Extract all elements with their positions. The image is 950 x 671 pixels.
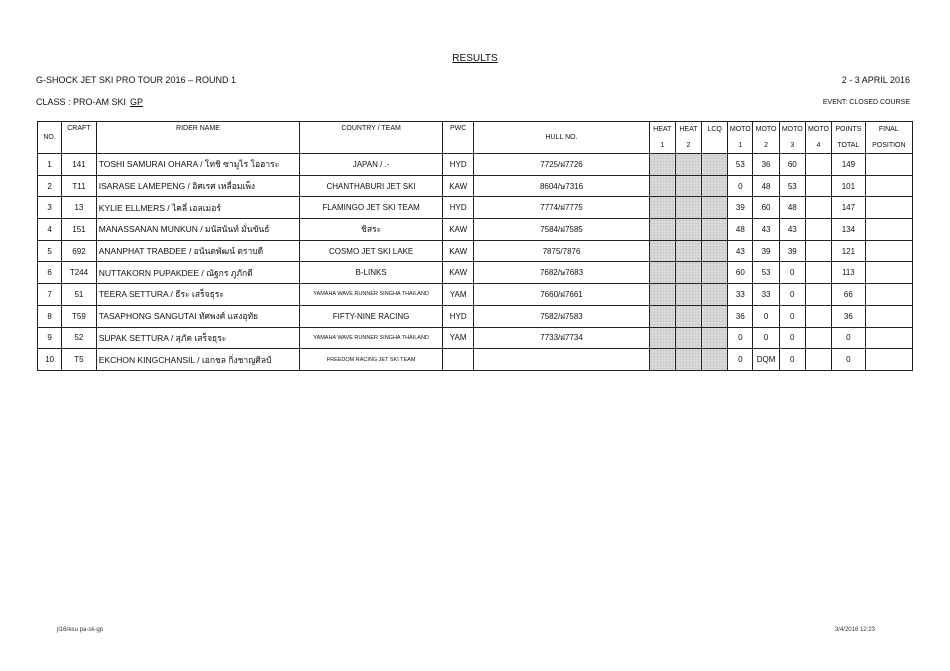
col-craft-header: CRAFT bbox=[62, 122, 97, 154]
col-final-sub: POSITION bbox=[865, 138, 912, 154]
cell-team: COSMO JET SKI LAKE bbox=[300, 240, 443, 262]
cell-rider: KYLIE ELLMERS / ไคลี่ เอลเมอร์ bbox=[96, 197, 300, 219]
cell-rider: TEERA SETTURA / ธีระ เสร็จธุระ bbox=[96, 284, 300, 306]
cell-points-total: 0 bbox=[832, 349, 866, 371]
cell-no: 7 bbox=[38, 284, 62, 306]
event-date: 2 - 3 APRIL 2016 bbox=[841, 75, 910, 85]
cell-pwc bbox=[442, 349, 473, 371]
cell-moto2: DQM bbox=[753, 349, 779, 371]
cell-final-position bbox=[865, 154, 912, 176]
cell-final-position bbox=[865, 240, 912, 262]
cell-heat1 bbox=[649, 197, 675, 219]
cell-no: 5 bbox=[38, 240, 62, 262]
cell-lcq bbox=[702, 327, 728, 349]
cell-team: B-LINKS bbox=[300, 262, 443, 284]
cell-heat1 bbox=[649, 240, 675, 262]
cell-heat2 bbox=[675, 305, 701, 327]
page-title: RESULTS bbox=[452, 53, 498, 64]
cell-no: 4 bbox=[38, 219, 62, 241]
cell-heat1 bbox=[649, 349, 675, 371]
cell-moto2: 0 bbox=[753, 327, 779, 349]
cell-moto4 bbox=[805, 327, 831, 349]
cell-lcq bbox=[702, 154, 728, 176]
cell-no: 6 bbox=[38, 262, 62, 284]
cell-lcq bbox=[702, 305, 728, 327]
cell-moto3: 48 bbox=[779, 197, 805, 219]
cell-moto3: 0 bbox=[779, 284, 805, 306]
cell-moto1: 43 bbox=[728, 240, 753, 262]
col-moto3-header: MOTO bbox=[779, 122, 805, 138]
cell-craft: T244 bbox=[62, 262, 97, 284]
cell-moto2: 48 bbox=[753, 175, 779, 197]
cell-no: 1 bbox=[38, 154, 62, 176]
cell-moto1: 48 bbox=[728, 219, 753, 241]
cell-final-position bbox=[865, 175, 912, 197]
col-heat1-header: HEAT bbox=[649, 122, 675, 138]
col-moto2-header: MOTO bbox=[753, 122, 779, 138]
col-final-header: FINAL bbox=[865, 122, 912, 138]
cell-moto1: 0 bbox=[728, 327, 753, 349]
cell-heat1 bbox=[649, 284, 675, 306]
cell-heat2 bbox=[675, 240, 701, 262]
cell-moto2: 43 bbox=[753, 219, 779, 241]
cell-lcq bbox=[702, 219, 728, 241]
cell-heat2 bbox=[675, 284, 701, 306]
table-row bbox=[38, 262, 913, 284]
cell-hull: 7582/ฝ7583 bbox=[474, 305, 649, 327]
cell-moto3: 0 bbox=[779, 349, 805, 371]
cell-moto3: 39 bbox=[779, 240, 805, 262]
cell-rider: TOSHI SAMURAI OHARA / โทชิ ซามูไร โอฮาระ bbox=[96, 154, 300, 176]
col-lcq-header: LCQ bbox=[702, 122, 728, 138]
cell-points-total: 101 bbox=[832, 175, 866, 197]
col-pwc-header: PWC bbox=[442, 122, 473, 154]
cell-team: CHANTHABURI JET SKI bbox=[300, 175, 443, 197]
cell-heat2 bbox=[675, 262, 701, 284]
cell-heat2 bbox=[675, 349, 701, 371]
footer-file-ref: jl16resu pa-sk-gp bbox=[57, 627, 104, 633]
cell-rider: EKCHON KINGCHANSIL / เอกชล กิ่งชาญศิลป์ bbox=[96, 349, 300, 371]
cell-points-total: 121 bbox=[832, 240, 866, 262]
cell-craft: 151 bbox=[62, 219, 97, 241]
cell-points-total: 134 bbox=[832, 219, 866, 241]
col-points-sub: TOTAL bbox=[832, 138, 866, 154]
col-heat2-header: HEAT bbox=[675, 122, 701, 138]
cell-craft: T11 bbox=[62, 175, 97, 197]
cell-hull: 7584/ฝ7585 bbox=[474, 219, 649, 241]
class-label: CLASS : PRO-AM SKI bbox=[36, 97, 127, 107]
cell-moto4 bbox=[805, 284, 831, 306]
col-moto4-sub: 4 bbox=[805, 138, 831, 154]
cell-heat1 bbox=[649, 154, 675, 176]
cell-moto4 bbox=[805, 154, 831, 176]
table-row bbox=[38, 284, 913, 306]
cell-hull: 8604/ษ7316 bbox=[474, 175, 649, 197]
cell-moto2: 53 bbox=[753, 262, 779, 284]
cell-lcq bbox=[702, 175, 728, 197]
cell-final-position bbox=[865, 197, 912, 219]
cell-team: YAMAHA WAVE RUNNER SINGHA THAILAND bbox=[300, 327, 443, 349]
cell-hull bbox=[474, 349, 649, 371]
cell-pwc: HYD bbox=[442, 197, 473, 219]
cell-points-total: 66 bbox=[832, 284, 866, 306]
cell-team: FLAMINGO JET SKI TEAM bbox=[300, 197, 443, 219]
cell-lcq bbox=[702, 284, 728, 306]
cell-pwc: HYD bbox=[442, 305, 473, 327]
cell-pwc: YAM bbox=[442, 327, 473, 349]
cell-craft: 52 bbox=[62, 327, 97, 349]
col-moto3-sub: 3 bbox=[779, 138, 805, 154]
cell-hull: 7725/ฝ7726 bbox=[474, 154, 649, 176]
col-moto1-sub: 1 bbox=[728, 138, 753, 154]
cell-craft: 141 bbox=[62, 154, 97, 176]
cell-hull: 7660/ฝ7661 bbox=[474, 284, 649, 306]
cell-heat2 bbox=[675, 327, 701, 349]
footer-timestamp: 3/4/2016 12:23 bbox=[834, 627, 875, 633]
cell-moto1: 39 bbox=[728, 197, 753, 219]
cell-points-total: 36 bbox=[832, 305, 866, 327]
cell-heat1 bbox=[649, 305, 675, 327]
cell-rider: NUTTAKORN PUPAKDEE / ณัฐกร ภูภักดี bbox=[96, 262, 300, 284]
cell-points-total: 149 bbox=[832, 154, 866, 176]
cell-moto4 bbox=[805, 175, 831, 197]
cell-pwc: KAW bbox=[442, 240, 473, 262]
cell-craft: 13 bbox=[62, 197, 97, 219]
class-value: GP bbox=[130, 97, 144, 107]
cell-moto3: 53 bbox=[779, 175, 805, 197]
cell-craft: 692 bbox=[62, 240, 97, 262]
cell-pwc: KAW bbox=[442, 219, 473, 241]
cell-moto1: 33 bbox=[728, 284, 753, 306]
cell-pwc: KAW bbox=[442, 262, 473, 284]
cell-moto1: 36 bbox=[728, 305, 753, 327]
cell-final-position bbox=[865, 219, 912, 241]
table-row bbox=[38, 154, 913, 176]
event-type: EVENT: CLOSED COURSE bbox=[822, 99, 910, 106]
cell-rider: MANASSANAN MUNKUN / มนัสนันท์ มั่นขันธ์ bbox=[96, 219, 300, 241]
table-row bbox=[38, 219, 913, 241]
cell-points-total: 113 bbox=[832, 262, 866, 284]
cell-lcq bbox=[702, 240, 728, 262]
cell-rider: ANANPHAT TRABDEE / อนันตพัฒน์ ตราบดี bbox=[96, 240, 300, 262]
col-hull-header: HULL NO. bbox=[474, 122, 649, 154]
cell-team: ชิสระ bbox=[300, 219, 443, 241]
cell-heat1 bbox=[649, 262, 675, 284]
cell-team: FIFTY-NINE RACING bbox=[300, 305, 443, 327]
cell-lcq bbox=[702, 262, 728, 284]
cell-hull: 7774/ฝ7775 bbox=[474, 197, 649, 219]
cell-rider: TASAPHONG SANGUTAI ทัศพงศ์ แสงอุทัย bbox=[96, 305, 300, 327]
col-moto2-sub: 2 bbox=[753, 138, 779, 154]
table-row bbox=[38, 240, 913, 262]
col-points-header: POINTS bbox=[832, 122, 866, 138]
cell-no: 2 bbox=[38, 175, 62, 197]
col-lcq-sub bbox=[702, 138, 728, 154]
cell-no: 3 bbox=[38, 197, 62, 219]
cell-moto2: 33 bbox=[753, 284, 779, 306]
cell-final-position bbox=[865, 349, 912, 371]
event-name: G-SHOCK JET SKI PRO TOUR 2016 – ROUND 1 bbox=[36, 75, 237, 85]
cell-moto2: 60 bbox=[753, 197, 779, 219]
cell-hull: 7682/ษ7683 bbox=[474, 262, 649, 284]
cell-hull: 7875/7876 bbox=[474, 240, 649, 262]
cell-moto1: 53 bbox=[728, 154, 753, 176]
cell-lcq bbox=[702, 197, 728, 219]
cell-rider: ISARASE LAMEPENG / อิศเรศ เหลื่อมเพ็ง bbox=[96, 175, 300, 197]
cell-heat2 bbox=[675, 175, 701, 197]
cell-moto3: 60 bbox=[779, 154, 805, 176]
table-row bbox=[38, 305, 913, 327]
cell-team: YAMAHA WAVE RUNNER SINGHA THAILAND bbox=[300, 284, 443, 306]
cell-moto4 bbox=[805, 305, 831, 327]
cell-moto1: 0 bbox=[728, 349, 753, 371]
cell-moto2: 36 bbox=[753, 154, 779, 176]
col-no-header: NO. bbox=[38, 122, 62, 154]
results-body bbox=[38, 154, 913, 371]
cell-hull: 7733/ฝ7734 bbox=[474, 327, 649, 349]
cell-craft: T59 bbox=[62, 305, 97, 327]
results-table bbox=[37, 121, 913, 371]
cell-heat2 bbox=[675, 197, 701, 219]
cell-no: 9 bbox=[38, 327, 62, 349]
col-heat2-sub: 2 bbox=[675, 138, 701, 154]
col-rider-header: RIDER NAME bbox=[96, 122, 300, 154]
cell-points-total: 147 bbox=[832, 197, 866, 219]
cell-moto4 bbox=[805, 219, 831, 241]
cell-moto4 bbox=[805, 349, 831, 371]
col-heat1-sub: 1 bbox=[649, 138, 675, 154]
cell-moto3: 43 bbox=[779, 219, 805, 241]
cell-points-total: 0 bbox=[832, 327, 866, 349]
cell-moto4 bbox=[805, 197, 831, 219]
cell-moto4 bbox=[805, 262, 831, 284]
cell-team: FREEDOM RACING JET SKI TEAM bbox=[300, 349, 443, 371]
cell-no: 8 bbox=[38, 305, 62, 327]
cell-craft: 51 bbox=[62, 284, 97, 306]
cell-final-position bbox=[865, 305, 912, 327]
cell-heat2 bbox=[675, 154, 701, 176]
col-moto1-header: MOTO bbox=[728, 122, 753, 138]
col-moto4-header: MOTO bbox=[805, 122, 831, 138]
cell-heat1 bbox=[649, 175, 675, 197]
col-team-header: COUNTRY / TEAM bbox=[300, 122, 443, 154]
table-row bbox=[38, 327, 913, 349]
cell-heat1 bbox=[649, 219, 675, 241]
cell-moto3: 0 bbox=[779, 262, 805, 284]
table-row bbox=[38, 197, 913, 219]
cell-moto2: 39 bbox=[753, 240, 779, 262]
cell-no: 10 bbox=[38, 349, 62, 371]
cell-moto1: 60 bbox=[728, 262, 753, 284]
cell-heat1 bbox=[649, 327, 675, 349]
table-row bbox=[38, 349, 913, 371]
cell-moto3: 0 bbox=[779, 305, 805, 327]
cell-moto1: 0 bbox=[728, 175, 753, 197]
cell-final-position bbox=[865, 284, 912, 306]
cell-pwc: KAW bbox=[442, 175, 473, 197]
cell-final-position bbox=[865, 262, 912, 284]
cell-final-position bbox=[865, 327, 912, 349]
cell-team: JAPAN / .- bbox=[300, 154, 443, 176]
cell-moto2: 0 bbox=[753, 305, 779, 327]
cell-lcq bbox=[702, 349, 728, 371]
cell-rider: SUPAK SETTURA / สุภัค เสร็จธุระ bbox=[96, 327, 300, 349]
cell-moto3: 0 bbox=[779, 327, 805, 349]
class-line bbox=[36, 97, 143, 107]
cell-heat2 bbox=[675, 219, 701, 241]
cell-moto4 bbox=[805, 240, 831, 262]
table-row bbox=[38, 175, 913, 197]
cell-pwc: YAM bbox=[442, 284, 473, 306]
cell-craft: T5 bbox=[62, 349, 97, 371]
cell-pwc: HYD bbox=[442, 154, 473, 176]
